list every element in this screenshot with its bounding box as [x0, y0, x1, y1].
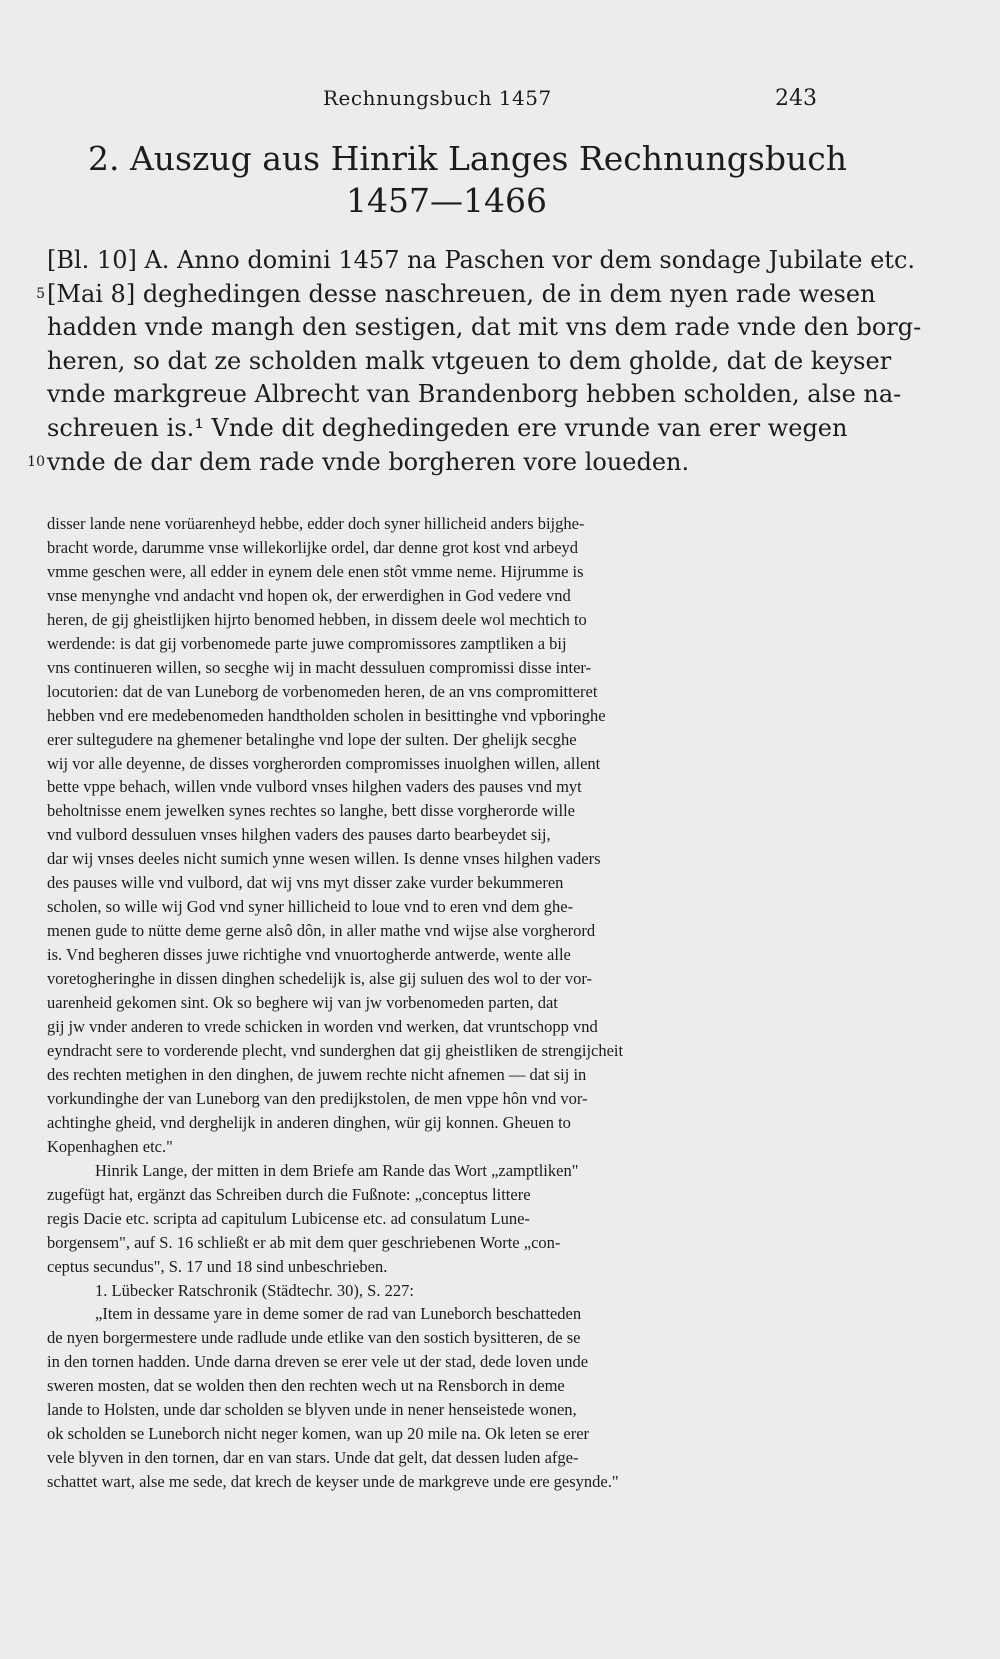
main-text-line [47, 378, 902, 412]
main-text-content: [Mai 8] deghedingen desse naschreuen, de in dem nyen rade wesen [47, 279, 876, 308]
footnote-line: voretogheringhe in dissen dinghen schedelijk is, alse gij suluen des wol to der vor- [47, 969, 592, 989]
footnote-line: eyndracht sere to vorderende plecht, vnd sunderghen dat gij gheistliken de strengijcheit [47, 1040, 624, 1060]
section-title [88, 139, 847, 220]
footnote-line: sweren mosten, dat se wolden then den rechten wech ut na Rensborch in deme [47, 1376, 565, 1396]
footnote-line: vorkundinghe der van Luneborg van den predijkstolen, de men vppe hôn vnd vor- [47, 1088, 588, 1108]
footnote-text [47, 512, 847, 1494]
footnote-line: vele blyven in den tornen, dar en van stars. Unde dat gelt, dat dessen luden afge- [47, 1448, 579, 1468]
footnote-line: dar wij vnses deeles nicht sumich ynne wesen willen. Is denne vnses hilghen vaders [47, 849, 601, 869]
footnote-line: regis Dacie etc. scripta ad capitulum Lubicense etc. ad consulatum Lune- [47, 1208, 530, 1228]
footnote-line: locutorien: dat de van Luneborg de vorbenomeden heren, de an vns compromitteret [47, 681, 598, 701]
main-text-content: hadden vnde mangh den sestigen, dat mit vns dem rade vnde den borg- [47, 313, 922, 342]
running-head-title: Rechnungsbuch 1457 [323, 86, 552, 110]
section-title-dates: 1457—1466 [346, 180, 547, 220]
footnote-line: uarenheid gekomen sint. Ok so beghere wij van jw vorbenomeden parten, dat [47, 993, 558, 1013]
footnote-line: is. Vnd begheren disses juwe richtighe vnd vnuortogherde antwerde, wente alle [47, 945, 571, 965]
footnote-line: beholtnisse enem jewelken synes rechtes so langhe, bett disse vorgherorde wille [47, 801, 576, 821]
main-text-line [36, 278, 876, 312]
footnote-line: vnse menynghe vnd andacht vnd hopen ok, der erwerdighen in God vedere vnd [47, 585, 571, 605]
footnote-line: „Item in dessame yare in deme somer de rad van Luneborch beschatteden [95, 1304, 582, 1324]
main-text-content: schreuen is.¹ Vnde dit deghedingeden ere vrunde van erer wegen [47, 413, 848, 442]
main-text-content: vnde de dar dem rade vnde borgheren vore loueden. [47, 447, 690, 476]
footnote-line: disser lande nene vorüarenheyd hebbe, edder doch syner hillicheid anders bijghe- [47, 514, 585, 533]
footnote-line: vmme geschen were, all edder in eynem dele enen stôt vmme neme. Hijrumme is [47, 561, 584, 581]
section-title-line: 2. Auszug aus Hinrik Langes Rechnungsbuch [88, 139, 847, 178]
main-text-content: vnde markgreue Albrecht van Brandenborg hebben scholden, alse na- [47, 380, 902, 409]
footnote-line: in den tornen hadden. Unde darna dreven se erer vele ut der stad, dede loven unde [47, 1352, 589, 1372]
footnote-line: de nyen borgermestere unde radlude unde etlike van den sostich bysitteren, de se [47, 1328, 581, 1348]
footnote-line: 1. Lübecker Ratschronik (Städtechr. 30), S. 227: [95, 1280, 414, 1300]
footnote-line: werdende: is dat gij vorbenomede parte juwe compromissores zamptliken a bij [47, 633, 567, 653]
footnote-line: wij vor alle deyenne, de disses vorgherorden compromisses inuolghen willen, allent [47, 753, 601, 773]
main-text-line [47, 311, 922, 345]
footnote-line: gij jw vnder anderen to vrede schicken in worden vnd werken, dat vruntschopp vnd [47, 1017, 598, 1037]
footnote-line: Kopenhaghen etc." [47, 1136, 173, 1156]
footnote-line: borgensem", auf S. 16 schließt er ab mit dem quer geschriebenen Worte „con- [47, 1232, 561, 1252]
footnote-line: schattet wart, alse me sede, dat krech de keyser unde de markgreve unde ere gesynde." [47, 1472, 619, 1492]
footnote-line: hebben vnd ere medebenomeden handtholden scholen in besittinghe vnd vpboringhe [47, 705, 606, 725]
footnote-line: des pauses wille vnd vulbord, dat wij vns myt disser zake vurder bekummeren [47, 873, 564, 893]
page-number: 243 [775, 86, 817, 111]
footnote-line: menen gude to nütte deme gerne alsô dôn, in aller mathe vnd wijse alse vorgherord [47, 921, 596, 941]
footnote-line: vnd vulbord dessuluen vnses hilghen vaders des pauses darto bearbeydet sij, [47, 825, 551, 845]
footnote-line: Hinrik Lange, der mitten in dem Briefe am Rande das Wort „zamptliken" [95, 1160, 579, 1180]
footnote-line: lande to Holsten, unde dar scholden se blyven unde in nener henseistede wonen, [47, 1400, 577, 1420]
footnote-line: erer sultegudere na ghemener betalinghe vnd lope der sulten. Der ghelijk secghe [47, 729, 577, 749]
footnote-line: des rechten metighen in den dinghen, de juwem rechte nicht afnemen — dat sij in [47, 1064, 587, 1084]
footnote-line: bette vppe behach, willen vnde vulbord vnses hilghen vaders des pauses vnd myt [47, 777, 582, 797]
main-text-line [27, 446, 847, 480]
footnote-line: ok scholden se Luneborch nicht neger komen, wan up 20 mile na. Ok leten se erer [47, 1424, 590, 1444]
main-text-content: heren, so dat ze scholden malk vtgeuen to dem gholde, dat de keyser [47, 346, 892, 375]
footnote-line: achtinghe gheid, vnd derghelijk in anderen dinghen, wür gij konnen. Gheuen to [47, 1112, 571, 1132]
footnote-line: scholen, so wille wij God vnd syner hillicheid to loue vnd to eren vnd dem ghe- [47, 897, 574, 917]
footnote-line: vns continueren willen, so secghe wij in macht dessuluen compromissi disse inter- [47, 657, 592, 677]
main-text-line [47, 244, 916, 278]
main-text-line [47, 412, 847, 446]
line-number: 10 [27, 453, 45, 470]
line-number: 5 [36, 285, 45, 302]
running-head [0, 86, 1000, 116]
footnote-line: ceptus secundus", S. 17 und 18 sind unbeschrieben. [47, 1256, 388, 1276]
footnote-line: heren, de gij gheistlijken hijrto benomed hebben, in dissem deele wol mechtich to [47, 609, 587, 629]
main-text-content: [Bl. 10] A. Anno domini 1457 na Paschen vor dem sondage Jubilate etc. [47, 246, 916, 274]
main-text [27, 244, 922, 479]
main-text-line [47, 345, 892, 379]
footnote-line: bracht worde, darumme vnse willekorlijke ordel, dar denne grot kost vnd arbeyd [47, 537, 579, 557]
footnote-line: zugefügt hat, ergänzt das Schreiben durch die Fußnote: „conceptus littere [47, 1184, 531, 1204]
